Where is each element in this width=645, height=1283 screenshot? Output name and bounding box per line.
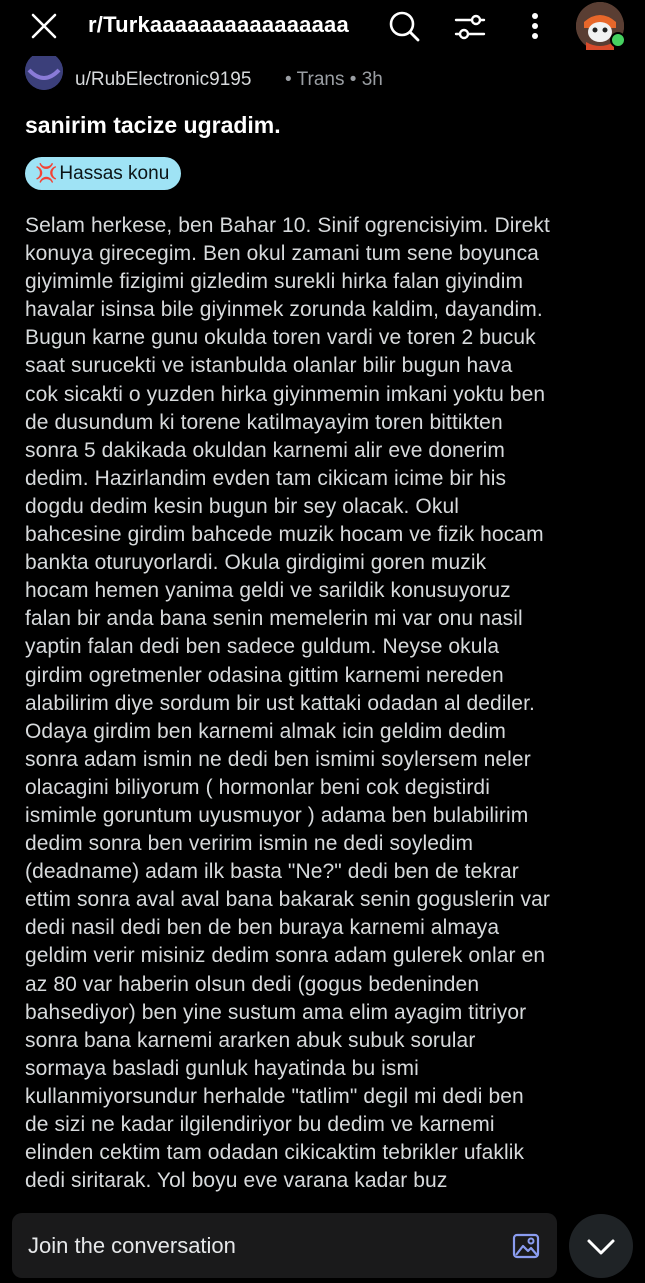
post-body-line: (deadname) adam ilk basta "Ne?" dedi ben de tekrar <box>25 860 519 884</box>
post-body-line: yaptin falan dedi ben sadece guldum. Neyse okula <box>25 635 500 659</box>
post-body-line: dedim. Hazirlandim evden tam cikicam icime bir his <box>25 466 507 490</box>
more-options-button[interactable] <box>521 9 549 45</box>
post-meta <box>285 69 383 91</box>
post-age: 3h <box>361 69 383 90</box>
post-body-line: kullanmiyorsundur herhalde "tatlim" degil mi dedi ben <box>25 1084 524 1108</box>
flair-label: Hassas konu <box>59 163 170 184</box>
post-body-line: bahsediyor) ben yine sustum ama elim ayagim titriyor <box>25 1000 527 1024</box>
collapse-button[interactable] <box>569 1214 633 1278</box>
top-app-bar <box>0 0 645 56</box>
add-image-button[interactable] <box>511 1231 541 1261</box>
post-title: sanirim tacize ugradim. <box>25 112 281 138</box>
post-body-line: dedi siritarak. Yol boyu eve varana kadar buz <box>25 1169 448 1193</box>
post-body-line: cok sicakti o yuzden hirka giyinmemin imkani yoktu ben <box>25 382 546 406</box>
post-body-line: sonra adam ismin ne dedi ben ismimi soylersem neler <box>25 747 531 771</box>
post-body-line: geldim verir misiniz dedim sonra adam gulerek onlar en <box>25 944 546 968</box>
post-body-line: falan bir anda bana senin memelerin mi var onu nasil <box>25 607 523 631</box>
post-body-line: de dusundum ki torene katilmayayim toren bittikten <box>25 410 503 434</box>
post-body-line: de sizi ne kadar ilgilendiriyor bu dedim ve karnemi <box>25 1113 495 1136</box>
post-body-line: elinden cektim tam odadan cikicaktim tebrikler ufaklik <box>25 1141 525 1165</box>
author-avatar-image <box>25 52 63 90</box>
post-body-line: sonra bana karnemi ararken abuk subuk sorular <box>25 1028 476 1052</box>
post-body-line: dedim sonra ben veririm ismin ne dedi soyledim <box>25 832 474 856</box>
post-body-line: girdim ogretmenler odasina gittim karnemi nereden <box>25 663 504 687</box>
post-body-line: dogdu dedim kesin bugun bir sey olacak. Okul <box>25 494 459 518</box>
post-body-line: havalar isinsa bile giyinmek zorunda kaldim, dayandim. <box>25 298 543 322</box>
online-status-dot <box>610 32 626 48</box>
meta-separator: • <box>285 69 297 90</box>
post-body-line: ettim sonra aval aval bana bakarak senin goguslerin var <box>25 888 550 912</box>
post-body-line: hocam hemen yanima geldi ve sarildik konusuyoruz <box>25 579 511 603</box>
post-body-line: Odaya girdim ben karnemi almak icin geldim dedim <box>25 719 507 743</box>
user-avatar[interactable] <box>576 2 624 50</box>
user-flair: Trans <box>296 69 345 90</box>
post-body <box>25 212 620 1195</box>
post-body-line: olacagini biliyorum ( hormonlar beni cok degistirdi <box>25 775 490 799</box>
post-body-line: sonra 5 dakikada okuldan karnemi alir eve donerim <box>25 438 505 462</box>
chevron-down-icon <box>569 1214 633 1278</box>
image-icon <box>511 1231 541 1261</box>
author-avatar[interactable] <box>25 52 63 90</box>
sliders-icon <box>452 9 488 45</box>
post-flair-badge[interactable] <box>25 157 181 190</box>
filter-button[interactable] <box>452 9 488 45</box>
more-vertical-icon <box>521 9 549 45</box>
post-body-line: sormaya basladi gunluk hayatinda bu ismi <box>25 1056 419 1080</box>
anger-icon: 💢 <box>35 163 58 183</box>
search-icon <box>386 8 422 44</box>
author-username[interactable]: u/RubElectronic9195 <box>75 69 252 90</box>
post-body-line: saat surucekti ve istanbulda olanlar bilir bugun hava <box>25 354 513 378</box>
post-body-line: Selam herkese, ben Bahar 10. Sinif ogrencisiyim. Direkt <box>25 214 550 237</box>
post-body-line: alabilirim diye sordum bir ust kattaki odadan al dediler. <box>25 691 535 715</box>
post-body-line: bankta oturuyorlardi. Okula girdigimi goren muzik <box>25 551 487 575</box>
subreddit-title[interactable]: r/Turkaaaaaaaaaaaaaaaa <box>88 12 349 37</box>
post-body-line: giyimimle fizigimi gizledim surekli hirka falan giyindim <box>25 270 524 294</box>
search-button[interactable] <box>386 8 422 44</box>
join-conversation-input[interactable]: Join the conversation <box>28 1233 236 1258</box>
post-body-line: Bugun karne gunu okulda toren vardi ve toren 2 bucuk <box>25 326 536 350</box>
post-body-line: az 80 var haberin olsun dedi (gogus bedeninden <box>25 972 480 996</box>
post-body-line: ismimle goruntum uyusmuyor ) adama ben bulabilirim <box>25 803 529 827</box>
close-button[interactable] <box>28 10 60 42</box>
close-icon <box>28 10 60 42</box>
post-author-row <box>25 66 625 94</box>
comment-composer[interactable] <box>12 1213 557 1278</box>
meta-separator: • <box>344 69 362 90</box>
post-body-line: dedi nasil dedi ben de ben buraya karnemi almaya <box>25 916 500 940</box>
post-body-line: bahcesine girdim bahcede muzik hocam ve fizik hocam <box>25 523 544 547</box>
post-body-line: konuya girecegim. Ben okul zamani tum sene boyunca <box>25 242 539 266</box>
